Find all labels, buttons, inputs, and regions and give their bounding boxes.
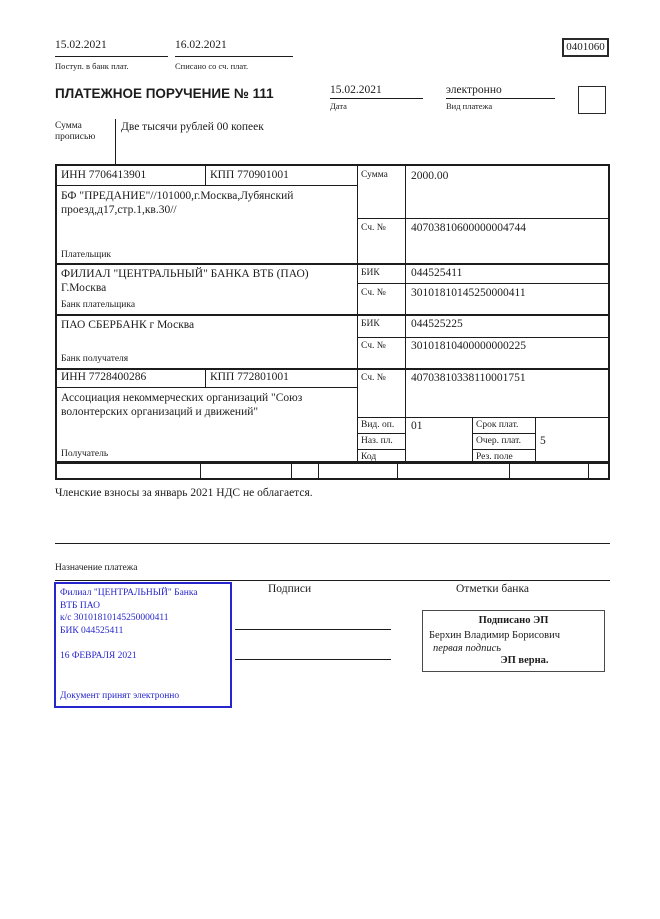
date-underline xyxy=(330,98,423,99)
payer-bank-label: Банк плательщика xyxy=(61,300,136,310)
grid-line xyxy=(57,314,608,316)
payee-kpp: КПП 772801001 xyxy=(210,371,289,383)
due-date-label: Срок плат. xyxy=(476,420,519,430)
esign-signer-name: Берхин Владимир Борисович xyxy=(429,630,560,642)
payment-kind-label: Вид платежа xyxy=(446,101,493,111)
debited-date: 16.02.2021 xyxy=(175,39,227,51)
payee-label: Получатель xyxy=(61,449,109,459)
payment-purpose-label: Назначение платежа xyxy=(55,563,138,573)
amount-words-divider xyxy=(115,119,116,164)
stamp-bik: БИК 044525411 xyxy=(60,625,124,636)
esign-signer-role: первая подпись xyxy=(433,643,502,655)
payer-label: Плательщик xyxy=(61,250,112,260)
footer-divider xyxy=(55,580,610,581)
signatures-label: Подписи xyxy=(268,583,312,595)
esignature-box xyxy=(422,610,605,672)
grid-line xyxy=(357,283,608,284)
grid-line xyxy=(509,464,510,478)
grid-line xyxy=(291,464,292,478)
amount-words-value: Две тысячи рублей 00 копеек xyxy=(121,121,264,133)
stamp-bank-name-line1: Филиал "ЦЕНТРАЛЬНЫЙ" Банка xyxy=(60,588,198,598)
payer-account-label: Сч. № xyxy=(361,223,386,233)
op-kind-value: 01 xyxy=(411,420,423,432)
document-title: ПЛАТЕЖНОЕ ПОРУЧЕНИЕ № 111 xyxy=(55,86,274,101)
grid-line xyxy=(472,433,535,434)
received-in-bank-date: 15.02.2021 xyxy=(55,39,107,51)
grid-line xyxy=(57,263,608,265)
payer-bank-account-label: Сч. № xyxy=(361,288,386,298)
amount-words-label: Сумма прописью xyxy=(55,121,96,143)
grid-line xyxy=(588,464,589,478)
debited-date-underline xyxy=(175,56,293,57)
priority-value: 5 xyxy=(540,435,546,447)
grid-line xyxy=(357,449,405,450)
grid-line xyxy=(205,166,206,185)
payee-bank-label: Банк получателя xyxy=(61,354,129,364)
document-date: 15.02.2021 xyxy=(330,84,382,96)
stamp-corr-account: к/с 30101810145250000411 xyxy=(60,613,169,624)
payee-bank-account-label: Сч. № xyxy=(361,341,386,351)
stamp-date: 16 ФЕВРАЛЯ 2021 xyxy=(60,651,137,662)
payee-bank-bik-label: БИК xyxy=(361,319,380,329)
payer-kpp: КПП 770901001 xyxy=(210,169,289,181)
grid-line xyxy=(357,218,608,219)
payee-name: Ассоциация некоммерческих организаций "Союз волонтерских организаций и движений" xyxy=(61,392,303,419)
sum-value: 2000.00 xyxy=(411,170,449,182)
grid-line xyxy=(472,449,535,450)
signature-line-1 xyxy=(235,629,391,630)
code-label: Код xyxy=(361,452,377,462)
payment-kind-underline xyxy=(446,98,555,99)
requisites-table xyxy=(55,164,610,463)
form-code-box: 0401060 xyxy=(562,38,609,57)
payer-inn: ИНН 7706413901 xyxy=(61,169,147,181)
stamp-bank-name-line2: ВТБ ПАО xyxy=(60,600,100,611)
payee-account-label: Сч. № xyxy=(361,373,386,383)
payer-bank-account: 30101810145250000411 xyxy=(411,287,526,299)
payer-bank-name: ФИЛИАЛ "ЦЕНТРАЛЬНЫЙ" БАНКА ВТБ (ПАО) Г.Москва xyxy=(61,268,309,295)
grid-line xyxy=(357,417,608,418)
payment-purpose-text: Членские взносы за январь 2021 НДС не облагается. xyxy=(55,487,313,499)
payer-name: БФ "ПРЕДАНИЕ"//101000,г.Москва,Лубянский проезд,д17,стр.1,кв.30// xyxy=(61,190,294,217)
tax-fields-row xyxy=(55,463,610,480)
received-in-bank-label: Поступ. в банк плат. xyxy=(55,61,129,71)
purpose-underline xyxy=(55,543,610,544)
grid-line xyxy=(535,417,536,461)
esign-verified: ЭП верна. xyxy=(500,655,549,667)
sum-label: Сумма xyxy=(361,170,388,180)
grid-line xyxy=(357,337,608,338)
date-label: Дата xyxy=(330,101,347,111)
esign-title: Подписано ЭП xyxy=(478,615,549,626)
payee-account: 40703810338110001751 xyxy=(411,372,526,384)
op-kind-label: Вид. оп. xyxy=(361,420,395,430)
grid-line xyxy=(200,464,201,478)
grid-line xyxy=(318,464,319,478)
received-date-underline xyxy=(55,56,168,57)
status-checkbox xyxy=(578,86,606,114)
payer-bank-bik: 044525411 xyxy=(411,267,463,279)
grid-line xyxy=(357,433,405,434)
payment-purpose-code-label: Наз. пл. xyxy=(361,436,393,446)
payee-inn: ИНН 7728400286 xyxy=(61,371,147,383)
payee-bank-name: ПАО СБЕРБАНК г Москва xyxy=(61,319,195,331)
payer-bank-bik-label: БИК xyxy=(361,268,380,278)
bank-marks-label: Отметки банка xyxy=(456,583,529,595)
grid-line xyxy=(205,369,206,387)
grid-line xyxy=(57,387,357,388)
grid-line xyxy=(472,417,473,461)
stamp-accepted-note: Документ принят электронно xyxy=(60,691,180,702)
bank-stamp xyxy=(54,582,232,708)
reserve-field-label: Рез. поле xyxy=(476,452,513,462)
grid-line xyxy=(397,464,398,478)
debited-label: Списано со сч. плат. xyxy=(175,61,249,71)
payee-bank-bik: 044525225 xyxy=(411,318,463,330)
priority-label: Очер. плат. xyxy=(476,436,521,446)
payer-account: 40703810600000004744 xyxy=(411,222,526,234)
grid-line xyxy=(57,185,357,186)
payee-bank-account: 30101810400000000225 xyxy=(411,340,526,352)
signature-line-2 xyxy=(235,659,391,660)
payment-kind-value: электронно xyxy=(446,84,502,96)
